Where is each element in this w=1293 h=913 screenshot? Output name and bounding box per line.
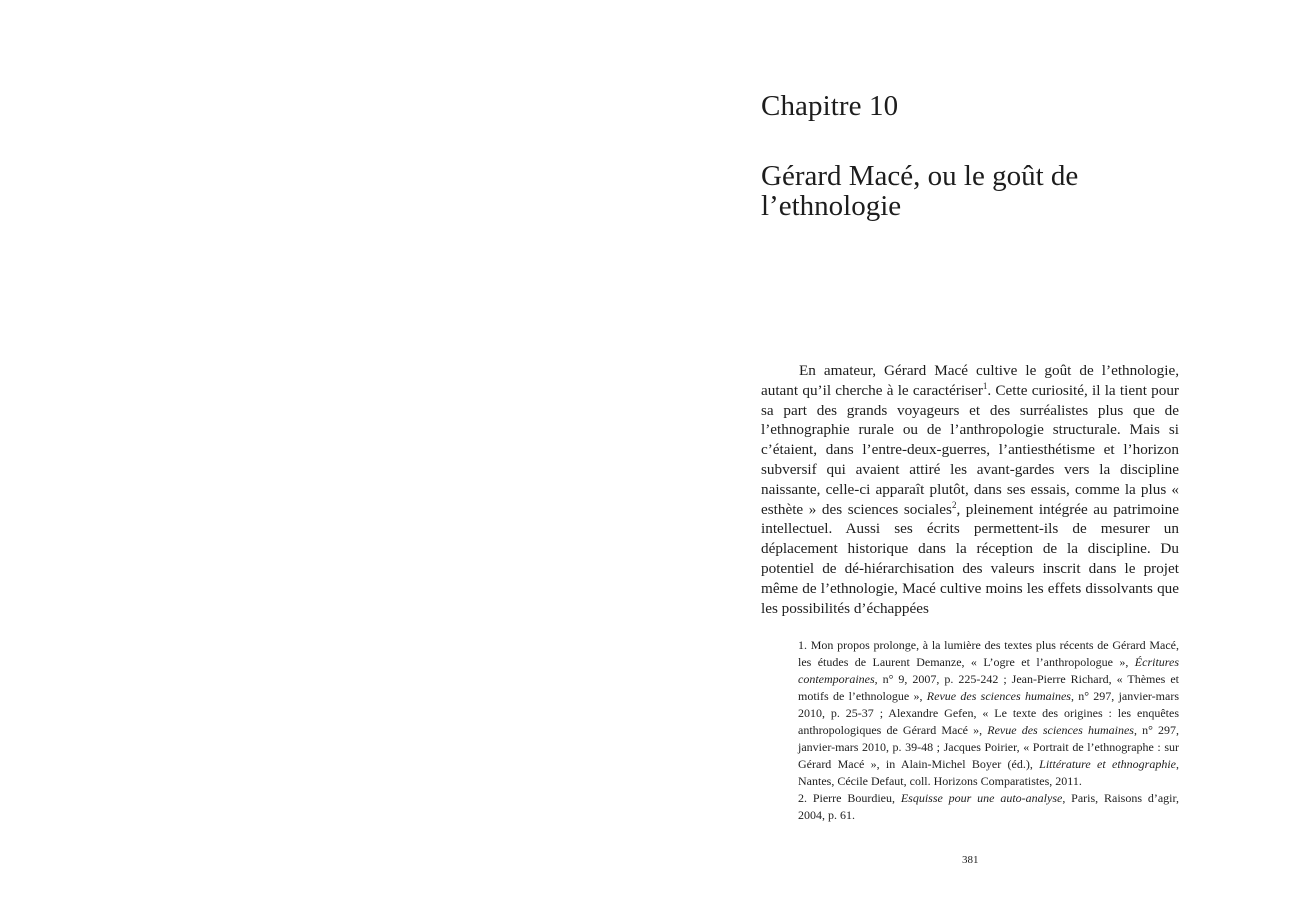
paragraph-end-text: , pleinement intégrée au patrimoine intellectuel. Aussi ses écrits permettent-ils de mesurer un déplacement historique dans la réception de la discipline. Du potentiel de dé-hiérarchisation des valeurs inscrit dans le projet même de l’ethnologie, Macé cultive moins les effets dissolvants que les possibilités d’échappées — [761, 500, 1179, 617]
footnote-2-text-a: 2. Pierre Bourdieu, — [798, 791, 901, 805]
footnote-1-title-b: Revue des sciences humaines — [926, 689, 1071, 703]
page-number: 381 — [962, 854, 979, 866]
footnote-2-text-b: , Paris, Raisons d’agir, 2004, p. 61. — [798, 791, 1180, 822]
footnote-1-text-b: , n° 9, 2007, p. 225-242 ; Jean-Pierre Richard, « Thèmes et motifs de l’ethnologue », — [798, 672, 1179, 703]
footnote-2-title: Esquisse pour une auto-analyse — [900, 791, 1063, 805]
footnote-reference-1: 1 — [982, 380, 988, 391]
footnote-1-text-d: , n° 297, janvier-mars 2010, p. 39-48 ; Jacques Poirier, « Portrait de l’ethnographe : sur Gérard Macé », in Alain-Michel Boyer (éd.), — [798, 723, 1179, 771]
footnote-1-title-a: Écritures contemporaines — [798, 655, 1179, 686]
footnote-1-text-a: 1. Mon propos prolonge, à la lumière des textes plus récents de Gérard Macé, les études de Laurent Demanze, « L’ogre et l’anthropologue », — [798, 638, 1179, 669]
footnote-2 — [798, 790, 1179, 824]
footnote-1-text-e: , Nantes, Cécile Defaut, coll. Horizons Comparatistes, 2011. — [798, 757, 1179, 788]
footnote-1-title-c: Revue des sciences humaines — [987, 723, 1134, 737]
chapter-title: Gérard Macé, ou le goût de l’ethnologie — [761, 160, 1079, 222]
footnote-reference-2: 2 — [951, 499, 957, 510]
chapter-opening-paragraph — [761, 361, 1179, 617]
left-blank-page — [0, 0, 646, 913]
footnotes — [798, 637, 1179, 824]
paragraph-intro-text: En amateur, Gérard Macé cultive le goût de l’ethnologie, autant qu’il cherche à le caractériser — [761, 362, 1179, 399]
footnote-1 — [798, 637, 1179, 790]
right-page — [646, 0, 1293, 913]
footnote-1-title-d: Littérature et ethnographie — [1039, 757, 1176, 771]
paragraph-middle-text: . Cette curiosité, il la tient pour sa part des grands voyageurs et des surréalistes plus que de l’ethnographie rurale ou de l’anthropologie structurale. Mais si c’étaient, dans l’entre-deux-guerres, l’antiesthétisme et l’horizon subversif qui avaient attiré les avant-gardes vers la discipline naissante, celle-ci apparaît plutôt, dans ses essais, comme la plus « esthète » des sciences sociales — [761, 381, 1179, 518]
footnote-1-text-c: , n° 297, janvier-mars 2010, p. 25-37 ; Alexandre Gefen, « Le texte des origines : les enquêtes anthropologiques de Gérard Macé », — [798, 689, 1179, 737]
chapter-label: Chapitre 10 — [761, 90, 899, 122]
